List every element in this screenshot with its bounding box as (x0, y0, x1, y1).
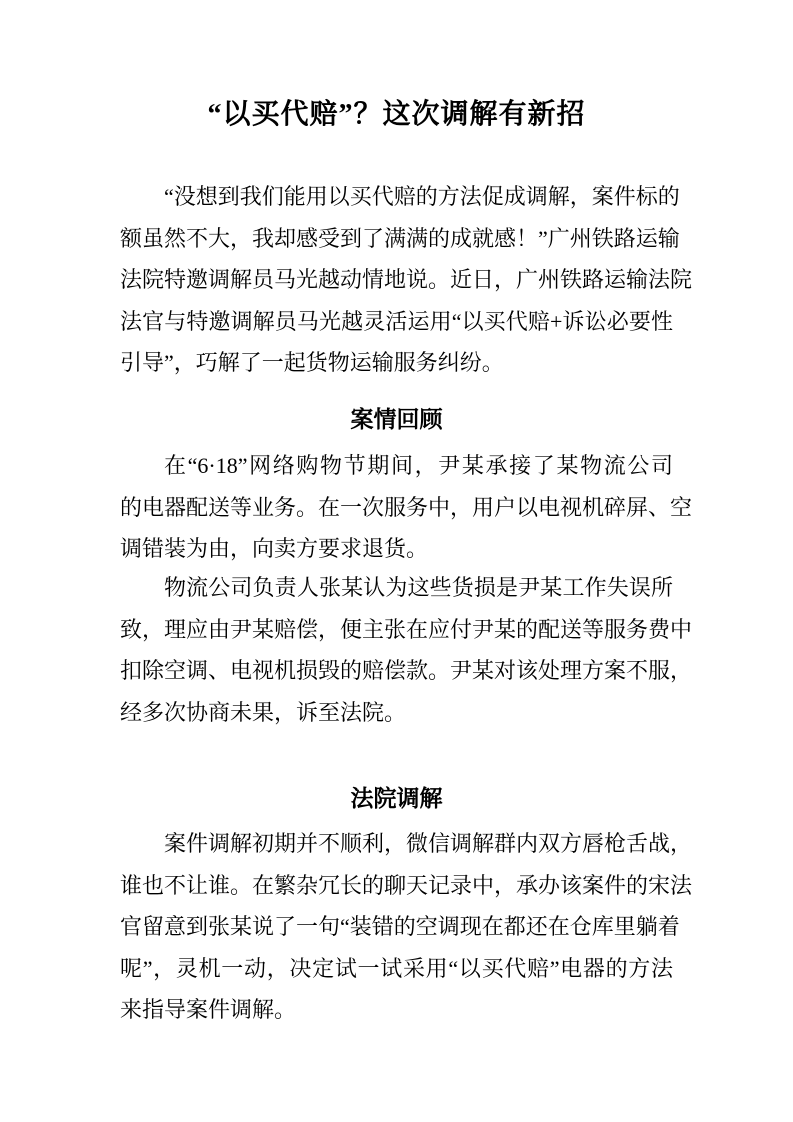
paragraph-intro (120, 176, 693, 384)
section-heading-court-mediation: 法院调解 (350, 786, 443, 811)
paragraph-line: 扣除空调、电视机损毁的赔偿款。尹某对该处理方案不服， (120, 658, 693, 683)
paragraph-line: 官留意到张某说了一句“装错的空调现在都还在仓库里躺着 (120, 914, 680, 939)
paragraph-line: 引导”，巧解了一起货物运输服务纠纷。 (120, 350, 504, 375)
paragraph-line: 在“6·18”网络购物节期间，尹某承接了某物流公司 (164, 453, 673, 478)
section-heading-case-review: 案情回顾 (350, 407, 443, 432)
article-title: “以买代赔”？这次调解有新招 (207, 99, 586, 130)
paragraph-line: 谁也不让谁。在繁杂冗长的聊天记录中，承办该案件的宋法 (120, 872, 693, 898)
paragraph-line: 法院特邀调解员马光越动情地说。近日，广州铁路运输法院 (120, 267, 693, 292)
paragraph-line: 经多次协商未果，诉至法院。 (120, 699, 407, 725)
paragraph-line: 案件调解初期并不顺利，微信调解群内双方唇枪舌战， (164, 831, 693, 856)
paragraph-line: 法官与特邀调解员马光越灵活运用“以买代赔+诉讼必要性 (120, 308, 673, 334)
paragraph-line: “没想到我们能用以买代赔的方法促成调解，案件标的 (164, 184, 680, 209)
paragraph-line: 物流公司负责人张某认为这些货损是尹某工作失误所 (164, 575, 673, 600)
paragraph-line: 致，理应由尹某赔偿，便主张在应付尹某的配送等服务费中 (120, 616, 693, 642)
paragraph-line: 来指导案件调解。 (120, 997, 297, 1022)
paragraph-mediation (120, 823, 693, 1031)
paragraph-line: 额虽然不大，我却感受到了满满的成就感！”广州铁路运输 (120, 225, 680, 251)
paragraph-line: 呢”，灵机一动，决定试一试采用“以买代赔”电器的方法 (120, 955, 673, 981)
paragraph-line: 的电器配送等业务。在一次服务中，用户以电视机碎屏、空 (120, 494, 693, 520)
paragraph-case-background (120, 445, 693, 570)
paragraph-line: 调错装为由，向卖方要求退货。 (120, 536, 429, 561)
paragraph-dispute (120, 567, 693, 733)
